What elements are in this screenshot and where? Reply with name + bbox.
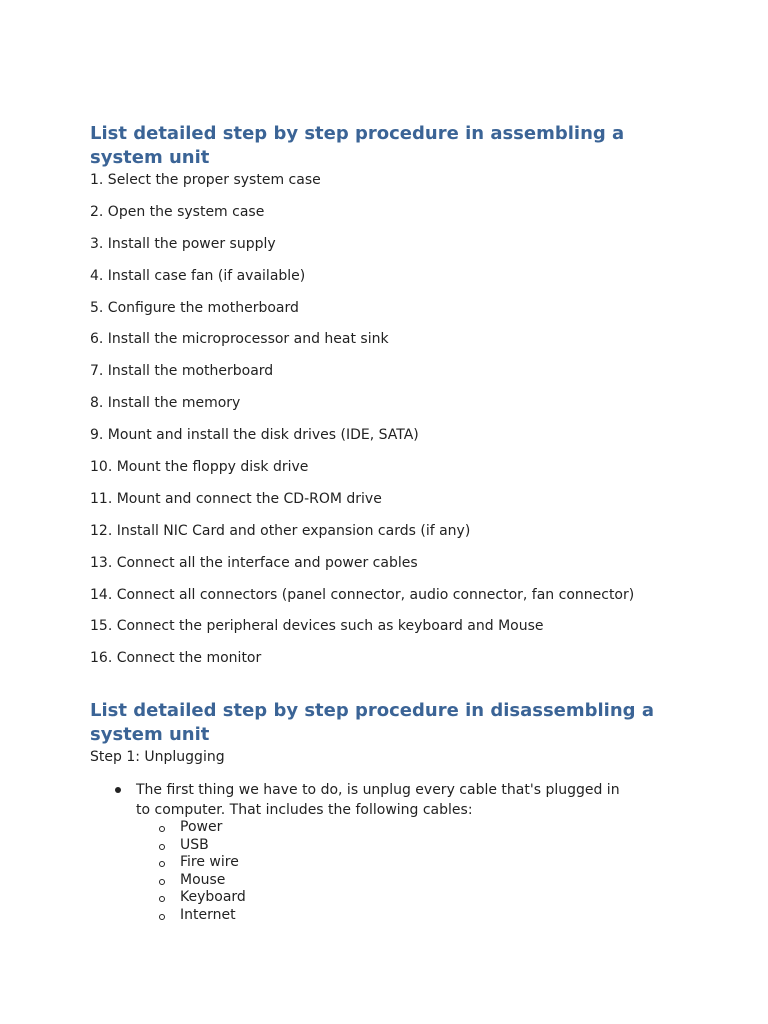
list-item: 12. Install NIC Card and other expansion cards (if any) [90, 522, 471, 539]
bullet-text: The first thing we have to do, is unplug every cable that's plugged in to computer. That includes the following cables: [136, 782, 620, 818]
list-item [158, 819, 246, 837]
circle-bullet-icon [159, 826, 165, 832]
circle-bullet-icon [159, 844, 165, 850]
list-item: 5. Configure the motherboard [90, 299, 299, 316]
list-item: 6. Install the microprocessor and heat sink [90, 331, 389, 348]
list-item [158, 854, 246, 872]
circle-bullet-icon [159, 896, 165, 902]
list-item: 3. Install the power supply [90, 235, 276, 252]
step-label: Step 1: Unplugging [90, 749, 225, 765]
list-item: 1. Select the proper system case [90, 172, 321, 188]
assembly-heading: List detailed step by step procedure in assembling a system unit [90, 123, 625, 168]
cable-label: Mouse [180, 871, 226, 888]
cable-label: Power [180, 819, 223, 835]
list-item: 10. Mount the floppy disk drive [90, 459, 309, 476]
list-item: 7. Install the motherboard [90, 363, 274, 380]
list-item: 14. Connect all connectors (panel connector, audio connector, fan connector) [90, 586, 635, 603]
circle-bullet-icon [159, 879, 165, 885]
cable-label: Internet [180, 906, 236, 923]
list-item: 4. Install case fan (if available) [90, 267, 306, 284]
list-item [158, 889, 246, 907]
circle-bullet-icon [159, 914, 165, 920]
assembly-steps-list [90, 170, 634, 680]
list-item: 11. Mount and connect the CD-ROM drive [90, 490, 382, 507]
cable-list [158, 819, 246, 925]
list-item [158, 872, 246, 890]
unplug-bullet-block [90, 780, 690, 923]
list-item [158, 907, 246, 925]
list-item: 15. Connect the peripheral devices such as keyboard and Mouse [90, 618, 544, 635]
list-item: 13. Connect all the interface and power cables [90, 554, 418, 571]
circle-bullet-icon [159, 861, 165, 867]
bullet-dot-icon [115, 787, 121, 793]
bullet-item [90, 780, 636, 820]
cable-label: Keyboard [180, 889, 246, 906]
cable-label: USB [180, 836, 209, 853]
list-item: 8. Install the memory [90, 395, 241, 412]
list-item: 9. Mount and install the disk drives (IDE, SATA) [90, 427, 419, 444]
list-item: 2. Open the system case [90, 203, 265, 220]
disassembly-heading: List detailed step by step procedure in disassembling a system unit [90, 700, 654, 745]
list-item [158, 837, 246, 855]
list-item: 16. Connect the monitor [90, 650, 262, 667]
cable-label: Fire wire [180, 854, 239, 871]
